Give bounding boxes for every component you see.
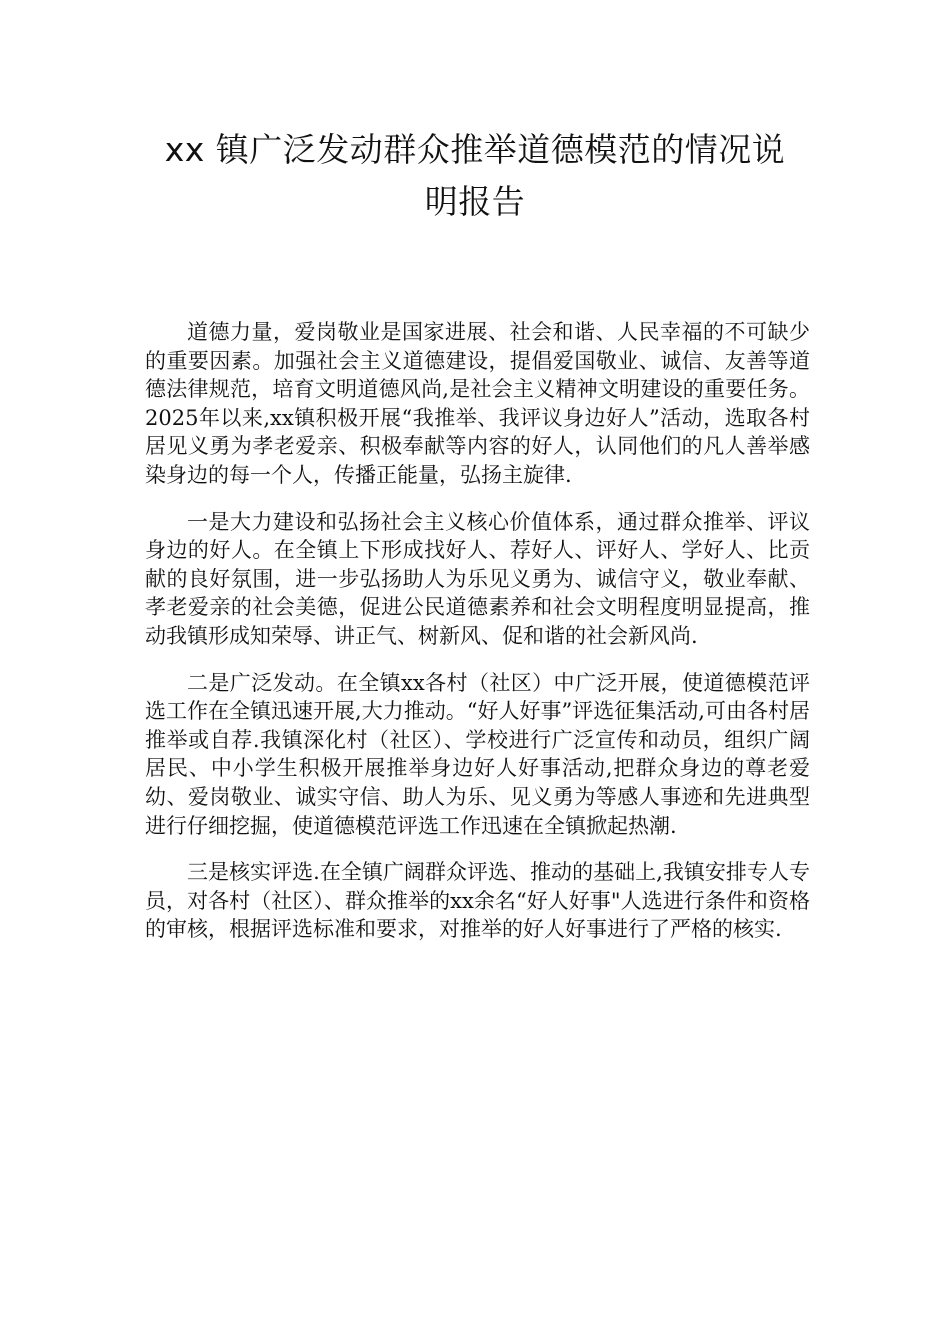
paragraph-point-three: 三是核实评选.在全镇广阔群众评选、推动的基础上,我镇安排专人专员，对各村（社区）、群众推举的xx余名“好人好事"人选进行条件和资格的审核，根据评选标准和要求，对推举的好人好事进行了严格的核实. [145,860,810,942]
page-title-line-2: 明报告 [424,182,526,221]
paragraph-point-one: 一是大力建设和弘扬社会主义核心价值体系，通过群众推举、评议身边的好人。在全镇上下形成找好人、荐好人、评好人、学好人、比贡献的良好氛围，进一步弘扬助人为乐见义勇为、诚信守义，敬业奉献、孝老爱亲的社会美德，促进公民道德素养和社会文明程度明显提高，推动我镇形成知荣辱、讲正气、树新风、促和谐的社会新风尚. [145,509,810,648]
document-body [145,318,810,962]
page-title [130,124,820,228]
paragraph-intro: 道德力量，爱岗敬业是国家进展、社会和谐、人民幸福的不可缺少的重要因素。加强社会主义道德建设，提倡爱国敬业、诚信、友善等道德法律规范，培育文明道德风尚,是社会主义精神文明建设的重要任务。2025年以来,xx镇积极开展“我推举、我评议身边好人”活动，选取各村居见义勇为孝老爱亲、积极奉献等内容的好人，认同他们的凡人善举感染身边的每一个人，传播正能量，弘扬主旋律. [145,320,810,487]
paragraph-point-two: 二是广泛发动。在全镇xx各村（社区）中广泛开展，使道德模范评选工作在全镇迅速开展,大力推动。“好人好事”评选征集活动,可由各村居推举或自荐.我镇深化村（社区）、学校进行广泛宣传和动员，组织广阔居民、中小学生积极开展推举身边好人好事活动,把群众身边的尊老爱幼、爱岗敬业、诚实守信、助人为乐、见义勇为等感人事迹和先进典型进行仔细挖掘，使道德模范评选工作迅速在全镇掀起热潮. [145,670,810,838]
page-title-line-1: xx 镇广泛发动群众推举道德模范的情况说 [164,130,786,169]
